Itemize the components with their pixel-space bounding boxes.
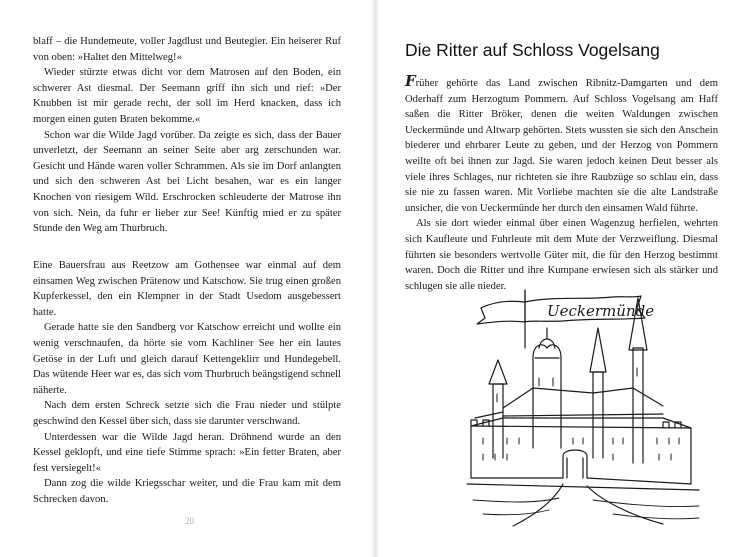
paragraph: Wieder stürzte etwas dicht vor dem Matrosen auf den Boden, ein schwerer Ast diesmal. Der Seemann griff ihn sich und rief: »Der Knubben ist mir gerade recht, der soll im Herd knacken, dass ich morgen einen guten Braten bekomme.« bbox=[33, 67, 341, 125]
paragraph: blaff – die Hundemeute, voller Jagdlust und Beutegier. Ein heiserer Ruf von oben: »Haltet den Mittelweg!« bbox=[33, 36, 341, 63]
page-number: 20 bbox=[185, 516, 194, 526]
drop-cap: F bbox=[405, 72, 416, 90]
left-text-section-2 bbox=[33, 258, 341, 508]
paragraph: Gerade hatte sie den Sandberg vor Katschow erreicht und wollte ein wenig verschnaufen, da hörte sie vom Kachliner See her ein lautes Getöse in der Luft und gleich darauf Kettengeklirr und Hundegebell. Das wütende Heer war es, das sich vom Thurbruch beängstigend schnell näherte. bbox=[33, 322, 341, 396]
paragraph: Eine Bauersfrau aus Reetzow am Gothensee war einmal auf dem einsamen Weg zwischen Prätenow und Katschow. Sie trug einen großen Kupferkessel, den ein Klempner in der Stadt Usedom ausgebessert hatte. bbox=[33, 260, 341, 318]
castle-illustration bbox=[463, 288, 703, 528]
chapter-title: Die Ritter auf Schloss Vogelsang bbox=[405, 40, 660, 60]
banner-label: Ueckermünde bbox=[547, 302, 655, 320]
paragraph bbox=[405, 72, 718, 216]
paragraph: Dann zog die wilde Kriegsschar weiter, und die Frau kam mit dem Schrecken davon. bbox=[33, 478, 341, 505]
right-text-section bbox=[405, 72, 718, 294]
paragraph: Nach dem ersten Schreck setzte sich die Frau nieder und stülpte geschwind den Kessel über sich, dass sie darunter verschwand. bbox=[33, 400, 341, 427]
paragraph: Schon war die Wilde Jagd vorüber. Da zeigte es sich, dass der Bauer unverletzt, der Seemann an seiner Seite aber arg zerschunden war. Gesicht und Hände waren voller Schrammen. Als sie im Dorf anlangten und sich den schweren Ast bei Licht besahen, war es ein langer Knochen von riesigem Wild. Erschrocken schleuderte der Matrose ihn von sich. Nein, da fuhr er lieber zur See! Künftig mied er zu später Stunde den Weg am Thurbruch. bbox=[33, 129, 341, 235]
paragraph: Unterdessen war die Wilde Jagd heran. Dröhnend wurde an den Kessel geklopft, und eine tiefe Stimme sprach: »Ein fetter Braten, aber fest versiegelt!« bbox=[33, 431, 341, 474]
right-page bbox=[375, 0, 750, 557]
paragraph: Als sie dort wieder einmal über einen Wagenzug herfielen, wehrten sich Kaufleute und Fuhrleute mit dem Mute der Verzweiflung. Diesmal führten sie besonders wertvolle Güter mit, die für den Herzog bestimmt waren. Doch die Ritter und ihre Kumpane erwiesen sich als stärker und schlugen sie alle nieder. bbox=[405, 218, 718, 292]
paragraph-text: rüher gehörte das Land zwischen Ribnitz-Damgarten und dem Oderhaff zum Herzogtum Pommern. Auf Schloss Vogelsang am Haff saßen die Ritter Bröker, denen die weiten Waldungen zwischen Ueckermünde und Altwarp gehörten. Stets wussten sie sich den Anschein biederer und ehrbarer Leute zu geben, und der Herzog von Pommern weilte oft bei ihnen zur Jagd. Sie waren jedoch keinen Deut besser als viele ihres Schlages, nur richteten sie ihre Raubzüge so schlau ein, dass sie nie zu fassen waren. Mit Vorliebe machten sie die alte Landstraße unsicher, die von Ueckermünde her durch den einsamen Wald führte. bbox=[405, 78, 718, 214]
castle-drawing bbox=[463, 288, 703, 528]
left-text-section-1 bbox=[33, 34, 341, 237]
